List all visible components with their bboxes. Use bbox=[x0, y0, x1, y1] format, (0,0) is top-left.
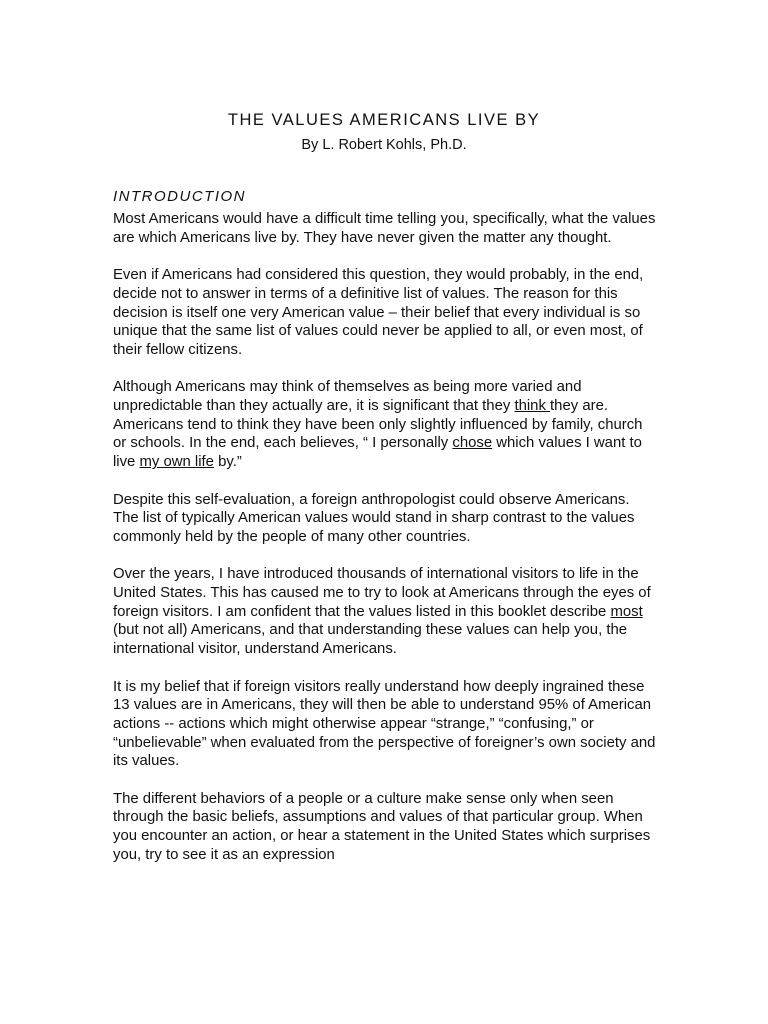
paragraph-3-text-a: Although Americans may think of themselves as being more varied and unpredictable than they actually are, it is significant that they bbox=[113, 379, 582, 414]
paragraph-3-text-d: by.” bbox=[213, 454, 242, 471]
paragraph-5-text-a: Over the years, I have introduced thousands of international visitors to life in the United States. This has caused me to try to look at Americans through the eyes of foreign visitors. I am confident that the values listed in this booklet describe bbox=[113, 566, 651, 620]
underlined-my-own-life: my own life bbox=[139, 454, 214, 471]
paragraph-3-text-b: they are. Americans tend to think they have been only slightly influenced by family, church or schools. In the end, each believes, “ I personally bbox=[113, 398, 643, 452]
underlined-chose: chose bbox=[452, 435, 493, 452]
section-heading: INTRODUCTION bbox=[113, 188, 246, 205]
paragraph-2: Even if Americans had considered this question, they would probably, in the end, decide not to answer in terms of a definitive list of values. The reason for this decision is itself one very American value – their belief that every individual is so unique that the same list of values could never be applied to all, or even most, of their fellow citizens. bbox=[113, 267, 644, 358]
paragraph-4: Despite this self-evaluation, a foreign anthropologist could observe Americans. The list of typically American values would stand in sharp contrast to the values commonly held by the people of many other countries. bbox=[113, 491, 635, 545]
author-byline: By L. Robert Kohls, Ph.D. bbox=[301, 137, 467, 153]
paragraph-3 bbox=[113, 378, 658, 472]
paragraph-5 bbox=[113, 565, 658, 659]
paragraph-7: The different behaviors of a people or a culture make sense only when seen through the basic beliefs, assumptions and values of that particular group. When you encounter an action, or hear a statement in the United States which surprises you, try to see it as an expression bbox=[113, 790, 651, 863]
paragraph-1: Most Americans would have a difficult time telling you, specifically, what the values are which Americans live by. They have never given the matter any thought. bbox=[113, 211, 656, 246]
underlined-most: most bbox=[610, 603, 643, 620]
paragraph-6: It is my belief that if foreign visitors really understand how deeply ingrained these 13 values are in Americans, they will then be able to understand 95% of American actions -- actions which might otherwise appear “strange,” “confusing,” or “unbelievable” when evaluated from the perspective of foreigner’s own society and its values. bbox=[113, 678, 656, 770]
paragraph-3-text-c: which values I want to live bbox=[113, 435, 642, 471]
document-title: THE VALUES AMERICANS LIVE BY bbox=[227, 111, 541, 129]
underlined-think: think bbox=[514, 398, 551, 414]
paragraph-5-text-b: (but not all) Americans, and that understanding these values can help you, the international visitor, understand Americans. bbox=[113, 622, 628, 658]
document-body bbox=[113, 210, 658, 883]
